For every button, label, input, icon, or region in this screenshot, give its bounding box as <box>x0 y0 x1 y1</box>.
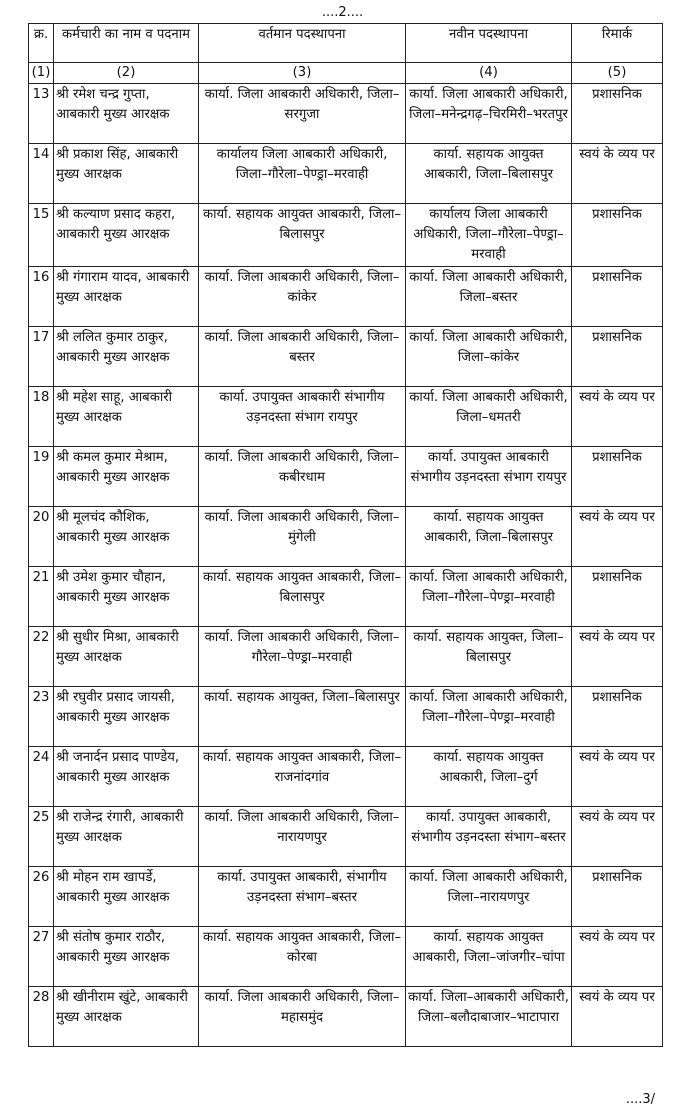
table-row <box>29 567 663 627</box>
remark-cell: स्वयं के व्यय पर <box>572 627 663 687</box>
employee-name-cell: श्री गंगाराम यादव, आबकारी मुख्य आरक्षक <box>54 267 199 327</box>
table-row <box>29 144 663 204</box>
current-posting-cell: कार्या. उपायुक्त आबकारी, संभागीय उड़नदस्ता संभाग–बस्तर <box>199 867 406 927</box>
remark-cell: स्वयं के व्यय पर <box>572 807 663 867</box>
employee-name-cell: श्री राजेन्द्र रंगारी, आबकारी मुख्य आरक्षक <box>54 807 199 867</box>
table-row <box>29 687 663 747</box>
serial-number-cell: 15 <box>29 204 54 267</box>
remark-cell: प्रशासनिक <box>572 327 663 387</box>
serial-number-cell: 17 <box>29 327 54 387</box>
current-posting-cell: कार्या. जिला आबकारी अधिकारी, जिला–बस्तर <box>199 327 406 387</box>
column-number: (2) <box>54 63 199 84</box>
table-row <box>29 387 663 447</box>
table-row <box>29 987 663 1047</box>
serial-number-cell: 20 <box>29 507 54 567</box>
serial-number-cell: 24 <box>29 747 54 807</box>
serial-number-cell: 27 <box>29 927 54 987</box>
new-posting-cell: कार्या. सहायक आयुक्त आबकारी, जिला–बिलासपुर <box>406 144 572 204</box>
employee-name-cell: श्री जनार्दन प्रसाद पाण्डेय, आबकारी मुख्य आरक्षक <box>54 747 199 807</box>
header-name: कर्मचारी का नाम व पदनाम <box>54 24 199 63</box>
employee-name-cell: श्री उमेश कुमार चौहान, आबकारी मुख्य आरक्षक <box>54 567 199 627</box>
table-row <box>29 327 663 387</box>
remark-cell: प्रशासनिक <box>572 687 663 747</box>
remark-cell: स्वयं के व्यय पर <box>572 747 663 807</box>
new-posting-cell: कार्या. जिला आबकारी अधिकारी, जिला–गौरेला–पेण्ड्रा–मरवाही <box>406 687 572 747</box>
table-body <box>29 84 663 1047</box>
new-posting-cell: कार्या. जिला आबकारी अधिकारी, जिला–मनेन्द्रगढ़–चिरमिरी–भरतपुर <box>406 84 572 144</box>
remark-cell: स्वयं के व्यय पर <box>572 387 663 447</box>
new-posting-cell: कार्या. जिला आबकारी अधिकारी, जिला–बस्तर <box>406 267 572 327</box>
current-posting-cell: कार्या. जिला आबकारी अधिकारी, जिला–गौरेला–पेण्ड्रा–मरवाही <box>199 627 406 687</box>
employee-name-cell: श्री मोहन राम खापर्डे, आबकारी मुख्य आरक्षक <box>54 867 199 927</box>
new-posting-cell: कार्या. जिला–आबकारी अधिकारी, जिला–बलौदाबाजार–भाटापारा <box>406 987 572 1047</box>
new-posting-cell: कार्या. उपायुक्त आबकारी, संभागीय उड़नदस्ता संभाग–बस्तर <box>406 807 572 867</box>
table-row <box>29 747 663 807</box>
current-posting-cell: कार्या. जिला आबकारी अधिकारी, जिला–मुंगेली <box>199 507 406 567</box>
remark-cell: प्रशासनिक <box>572 204 663 267</box>
header-row <box>29 24 663 63</box>
new-posting-cell: कार्या. सहायक आयुक्त आबकारी, जिला–जांजगीर–चांपा <box>406 927 572 987</box>
column-number: (3) <box>199 63 406 84</box>
header-remark: रिमार्क <box>572 24 663 63</box>
current-posting-cell: कार्या. जिला आबकारी अधिकारी, जिला–महासमुंद <box>199 987 406 1047</box>
employee-name-cell: श्री खीनीराम खुंटे, आबकारी मुख्य आरक्षक <box>54 987 199 1047</box>
current-posting-cell: कार्या. सहायक आयुक्त आबकारी, जिला–बिलासपुर <box>199 204 406 267</box>
employee-name-cell: श्री महेश साहू, आबकारी मुख्य आरक्षक <box>54 387 199 447</box>
employee-name-cell: श्री रघुवीर प्रसाद जायसी, आबकारी मुख्य आरक्षक <box>54 687 199 747</box>
remark-cell: स्वयं के व्यय पर <box>572 927 663 987</box>
serial-number-cell: 23 <box>29 687 54 747</box>
serial-number-cell: 22 <box>29 627 54 687</box>
remark-cell: स्वयं के व्यय पर <box>572 987 663 1047</box>
employee-name-cell: श्री रमेश चन्द्र गुप्ता, आबकारी मुख्य आरक्षक <box>54 84 199 144</box>
table-row <box>29 267 663 327</box>
remark-cell: प्रशासनिक <box>572 447 663 507</box>
employee-name-cell: श्री कमल कुमार मेश्राम, आबकारी मुख्य आरक्षक <box>54 447 199 507</box>
serial-number-cell: 25 <box>29 807 54 867</box>
column-number: (1) <box>29 63 54 84</box>
column-number: (4) <box>406 63 572 84</box>
table-row <box>29 447 663 507</box>
current-posting-cell: कार्या. जिला आबकारी अधिकारी, जिला–नारायणपुर <box>199 807 406 867</box>
remark-cell: प्रशासनिक <box>572 267 663 327</box>
serial-number-cell: 21 <box>29 567 54 627</box>
employee-name-cell: श्री सुधीर मिश्रा, आबकारी मुख्य आरक्षक <box>54 627 199 687</box>
table-row <box>29 807 663 867</box>
column-number: (5) <box>572 63 663 84</box>
page-marker: ....2.... <box>321 5 364 20</box>
employee-name-cell: श्री कल्याण प्रसाद कहरा, आबकारी मुख्य आरक्षक <box>54 204 199 267</box>
remark-cell: स्वयं के व्यय पर <box>572 144 663 204</box>
column-number-row <box>29 63 663 84</box>
employee-name-cell: श्री मूलचंद कौशिक, आबकारी मुख्य आरक्षक <box>54 507 199 567</box>
serial-number-cell: 14 <box>29 144 54 204</box>
table-row <box>29 507 663 567</box>
current-posting-cell: कार्या. सहायक आयुक्त, जिला–बिलासपुर <box>199 687 406 747</box>
serial-number-cell: 16 <box>29 267 54 327</box>
current-posting-cell: कार्या. जिला आबकारी अधिकारी, जिला–कबीरधाम <box>199 447 406 507</box>
header-current-posting: वर्तमान पदस्थापना <box>199 24 406 63</box>
new-posting-cell: कार्या. सहायक आयुक्त आबकारी, जिला–दुर्ग <box>406 747 572 807</box>
serial-number-cell: 19 <box>29 447 54 507</box>
new-posting-cell: कार्या. सहायक आयुक्त, जिला–बिलासपुर <box>406 627 572 687</box>
remark-cell: प्रशासनिक <box>572 867 663 927</box>
current-posting-cell: कार्या. सहायक आयुक्त आबकारी, जिला–राजनांदगांव <box>199 747 406 807</box>
table-row <box>29 204 663 267</box>
new-posting-cell: कार्या. जिला आबकारी अधिकारी, जिला–धमतरी <box>406 387 572 447</box>
current-posting-cell: कार्यालय जिला आबकारी अधिकारी, जिला–गौरेला–पेण्ड्रा–मरवाही <box>199 144 406 204</box>
current-posting-cell: कार्या. सहायक आयुक्त आबकारी, जिला–कोरबा <box>199 927 406 987</box>
new-posting-cell: कार्या. सहायक आयुक्त आबकारी, जिला–बिलासपुर <box>406 507 572 567</box>
header-sno: क्र. <box>29 24 54 63</box>
current-posting-cell: कार्या. जिला आबकारी अधिकारी, जिला–कांकेर <box>199 267 406 327</box>
remark-cell: प्रशासनिक <box>572 567 663 627</box>
employee-name-cell: श्री ललित कुमार ठाकुर, आबकारी मुख्य आरक्षक <box>54 327 199 387</box>
new-posting-cell: कार्या. जिला आबकारी अधिकारी, जिला–कांकेर <box>406 327 572 387</box>
table-row <box>29 84 663 144</box>
header-new-posting: नवीन पदस्थापना <box>406 24 572 63</box>
current-posting-cell: कार्या. सहायक आयुक्त आबकारी, जिला–बिलासपुर <box>199 567 406 627</box>
remark-cell: प्रशासनिक <box>572 84 663 144</box>
new-posting-cell: कार्या. जिला आबकारी अधिकारी, जिला–नारायणपुर <box>406 867 572 927</box>
employee-name-cell: श्री संतोष कुमार राठौर, आबकारी मुख्य आरक्षक <box>54 927 199 987</box>
new-posting-cell: कार्यालय जिला आबकारी अधिकारी, जिला–गौरेला–पेण्ड्रा–मरवाही <box>406 204 572 267</box>
new-posting-cell: कार्या. जिला आबकारी अधिकारी, जिला–गौरेला–पेण्ड्रा–मरवाही <box>406 567 572 627</box>
serial-number-cell: 18 <box>29 387 54 447</box>
next-page-marker: ....3/ <box>625 1092 655 1107</box>
table-row <box>29 867 663 927</box>
serial-number-cell: 28 <box>29 987 54 1047</box>
employee-name-cell: श्री प्रकाश सिंह, आबकारी मुख्य आरक्षक <box>54 144 199 204</box>
current-posting-cell: कार्या. जिला आबकारी अधिकारी, जिला–सरगुजा <box>199 84 406 144</box>
new-posting-cell: कार्या. उपायुक्त आबकारी संभागीय उड़नदस्ता संभाग रायपुर <box>406 447 572 507</box>
table-row <box>29 927 663 987</box>
table-row <box>29 627 663 687</box>
transfer-table <box>28 23 663 1047</box>
serial-number-cell: 13 <box>29 84 54 144</box>
current-posting-cell: कार्या. उपायुक्त आबकारी संभागीय उड़नदस्ता संभाग रायपुर <box>199 387 406 447</box>
serial-number-cell: 26 <box>29 867 54 927</box>
remark-cell: स्वयं के व्यय पर <box>572 507 663 567</box>
